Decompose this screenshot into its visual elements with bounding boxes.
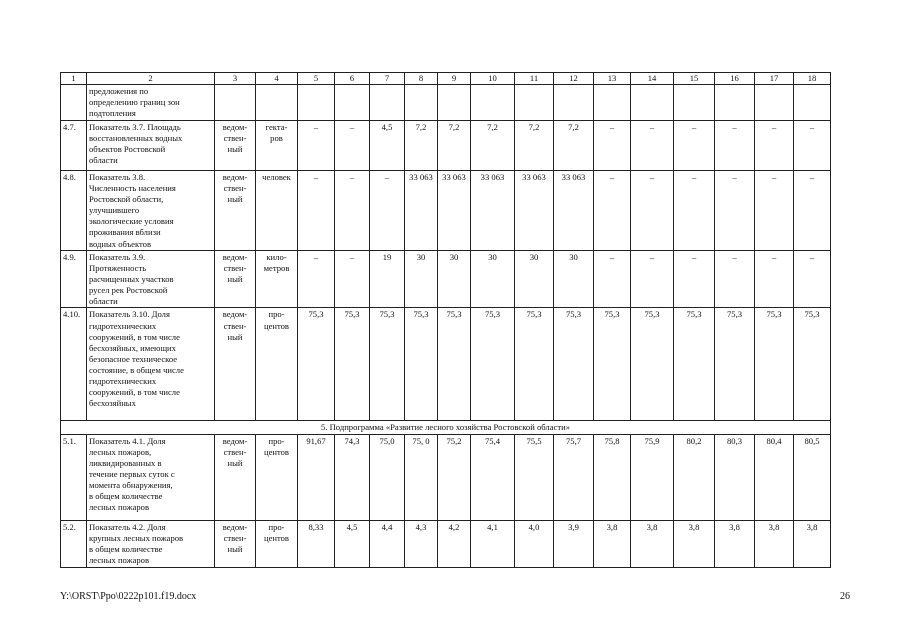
column-number-cell: 8 [405,73,438,85]
value-cell [674,85,715,121]
source-cell: ведом- ствен- ный [215,171,256,251]
value-cell: 80,4 [755,434,794,520]
column-number-cell: 4 [256,73,298,85]
column-number-cell: 17 [755,73,794,85]
column-number-cell: 2 [87,73,215,85]
value-cell: 91,67 [298,434,335,520]
value-cell [794,85,831,121]
value-cell: 75,5 [515,434,554,520]
unit-cell [256,85,298,121]
column-number-cell: 11 [515,73,554,85]
value-cell: 75,2 [438,434,471,520]
value-cell: 75,3 [755,308,794,421]
column-number-cell: 3 [215,73,256,85]
value-cell: – [631,121,674,171]
value-cell: 75,3 [370,308,405,421]
column-number-cell: 6 [335,73,370,85]
value-cell: – [755,251,794,308]
unit-cell: про- центов [256,434,298,520]
value-cell [298,85,335,121]
value-cell: 30 [515,251,554,308]
value-cell [715,85,755,121]
value-cell: – [755,121,794,171]
value-cell: 3,8 [794,520,831,567]
value-cell: – [298,171,335,251]
value-cell: – [335,251,370,308]
value-cell: 75,3 [405,308,438,421]
row-number-cell: 4.9. [61,251,87,308]
value-cell: 3,8 [755,520,794,567]
value-cell: 30 [438,251,471,308]
file-path: Y:\ORST\Ppo\0222p101.f19.docx [60,591,197,602]
value-cell: – [674,121,715,171]
value-cell: 80,5 [794,434,831,520]
value-cell: – [674,171,715,251]
unit-cell: человек [256,171,298,251]
column-number-cell: 15 [674,73,715,85]
indicators-table [60,72,831,568]
source-cell: ведом- ствен- ный [215,520,256,567]
column-number-cell: 5 [298,73,335,85]
value-cell: – [715,121,755,171]
column-number-cell: 9 [438,73,471,85]
value-cell: 75,3 [674,308,715,421]
value-cell [471,85,515,121]
value-cell: 19 [370,251,405,308]
column-number-cell: 7 [370,73,405,85]
value-cell: – [715,171,755,251]
column-number-cell: 1 [61,73,87,85]
value-cell: – [674,251,715,308]
value-cell: 7,2 [471,121,515,171]
value-cell: – [755,171,794,251]
section-title: 5. Подпрограмма «Развитие лесного хозяйства Ростовской области» [61,421,831,434]
value-cell [594,85,631,121]
value-cell: – [794,121,831,171]
value-cell: 75,7 [554,434,594,520]
value-cell: 33 063 [554,171,594,251]
table-row [61,308,831,421]
value-cell: 80,3 [715,434,755,520]
unit-cell: гекта- ров [256,121,298,171]
page-number: 26 [840,591,850,602]
row-number-cell: 5.1. [61,434,87,520]
indicator-name-cell: Показатель 4.2. Доля крупных лесных пожаров в общем количестве лесных пожаров [87,520,215,567]
value-cell: 4,3 [405,520,438,567]
column-number-cell: 13 [594,73,631,85]
column-number-row [61,73,831,85]
value-cell: 4,0 [515,520,554,567]
value-cell: 3,8 [594,520,631,567]
indicator-name-cell: Показатель 3.8. Численность населения Ростовской области, улучшившего экологические условия проживания вблизи водных объектов [87,171,215,251]
row-number-cell: 4.7. [61,121,87,171]
value-cell: 4,4 [370,520,405,567]
value-cell: – [298,121,335,171]
value-cell: 7,2 [438,121,471,171]
column-number-cell: 14 [631,73,674,85]
section-row [61,421,831,434]
value-cell: 75,0 [370,434,405,520]
value-cell: – [594,121,631,171]
value-cell: 8,33 [298,520,335,567]
value-cell: 75,3 [715,308,755,421]
row-number-cell: 5.2. [61,520,87,567]
value-cell: 74,3 [335,434,370,520]
value-cell: 7,2 [554,121,594,171]
source-cell: ведом- ствен- ный [215,121,256,171]
value-cell: 75,3 [515,308,554,421]
value-cell [515,85,554,121]
table-body [61,73,831,568]
column-number-cell: 18 [794,73,831,85]
value-cell: 75,3 [471,308,515,421]
value-cell: 3,8 [715,520,755,567]
table-row [61,520,831,567]
value-cell: 75,3 [594,308,631,421]
column-number-cell: 12 [554,73,594,85]
value-cell [438,85,471,121]
value-cell: 75,9 [631,434,674,520]
page-footer [60,591,850,602]
value-cell: 30 [554,251,594,308]
value-cell: 75,8 [594,434,631,520]
value-cell: – [631,171,674,251]
source-cell: ведом- ствен- ный [215,308,256,421]
value-cell: – [298,251,335,308]
value-cell: – [794,171,831,251]
value-cell: 30 [471,251,515,308]
source-cell [215,85,256,121]
value-cell: – [631,251,674,308]
value-cell [405,85,438,121]
value-cell: 3,9 [554,520,594,567]
value-cell [755,85,794,121]
value-cell: 75,3 [298,308,335,421]
indicator-name-cell: Показатель 3.10. Доля гидротехнических сооружений, в том числе бесхозяйных, имеющих безопасное техническое состояние, в общем числе гидротехнических сооружений, в том числе бесхозяйных [87,308,215,421]
column-number-cell: 10 [471,73,515,85]
value-cell: – [370,171,405,251]
value-cell [370,85,405,121]
value-cell [554,85,594,121]
indicator-name-cell: Показатель 3.9. Протяженность расчищенных участков русел рек Ростовской области [87,251,215,308]
value-cell: 3,8 [631,520,674,567]
value-cell: 30 [405,251,438,308]
source-cell: ведом- ствен- ный [215,251,256,308]
value-cell: – [335,121,370,171]
value-cell: – [335,171,370,251]
value-cell: 75, 0 [405,434,438,520]
value-cell: 33 063 [405,171,438,251]
value-cell: 4,2 [438,520,471,567]
value-cell: 75,3 [631,308,674,421]
value-cell: 75,3 [554,308,594,421]
value-cell: 80,2 [674,434,715,520]
value-cell: 7,2 [405,121,438,171]
row-number-cell: 4.8. [61,171,87,251]
value-cell: 75,3 [438,308,471,421]
unit-cell: про- центов [256,308,298,421]
value-cell: 33 063 [515,171,554,251]
value-cell: – [594,251,631,308]
indicator-name-cell: Показатель 4.1. Доля лесных пожаров, ликвидированных в течение первых суток с момента обнаружения, в общем количестве лесных пожаров [87,434,215,520]
table-row [61,121,831,171]
unit-cell: про- центов [256,520,298,567]
value-cell [631,85,674,121]
value-cell: 4,5 [370,121,405,171]
row-number-cell: 4.10. [61,308,87,421]
value-cell: – [594,171,631,251]
column-number-cell: 16 [715,73,755,85]
value-cell: 75,3 [794,308,831,421]
indicator-name-cell: предложения по определению границ зон подтопления [87,85,215,121]
indicator-name-cell: Показатель 3.7. Площадь восстановленных водных объектов Ростовской области [87,121,215,171]
table-row [61,434,831,520]
value-cell: 7,2 [515,121,554,171]
value-cell: 4,5 [335,520,370,567]
table-row [61,251,831,308]
unit-cell: кило- метров [256,251,298,308]
value-cell: 3,8 [674,520,715,567]
table-row [61,171,831,251]
value-cell: 4,1 [471,520,515,567]
value-cell: 75,3 [335,308,370,421]
table-row [61,85,831,121]
value-cell: 33 063 [438,171,471,251]
value-cell: – [794,251,831,308]
source-cell: ведом- ствен- ный [215,434,256,520]
row-number-cell [61,85,87,121]
value-cell: – [715,251,755,308]
value-cell: 75,4 [471,434,515,520]
value-cell [335,85,370,121]
value-cell: 33 063 [471,171,515,251]
